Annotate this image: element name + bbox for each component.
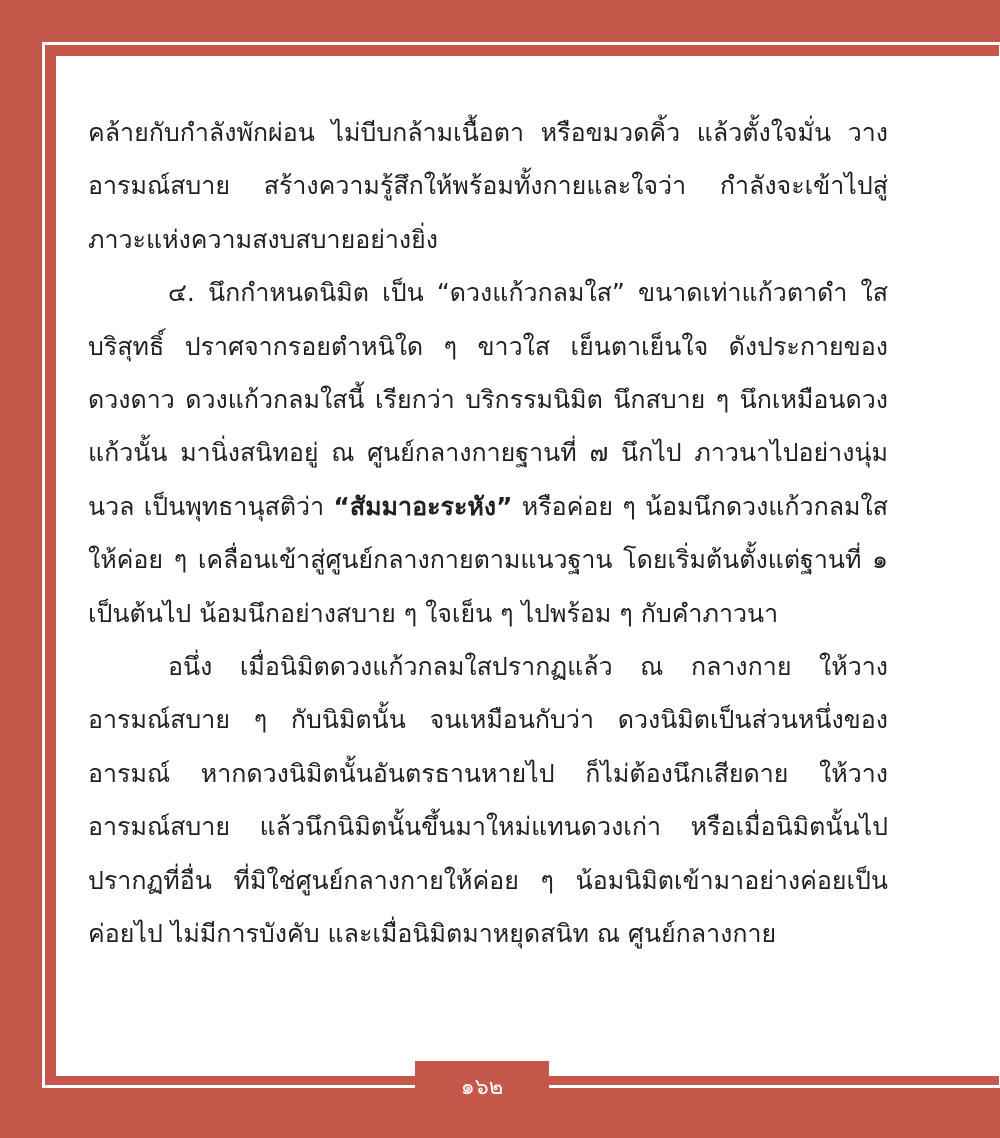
paragraph-2 <box>88 266 888 640</box>
mantra-text: “สัมมาอะระหัง” <box>333 491 513 521</box>
page-number-tab <box>415 1061 549 1111</box>
page-body <box>56 56 1000 1076</box>
paragraph-2-text-before: ๔. นึกกำหนดนิมิต เป็น “ดวงแก้วกลมใส” ขนาดเท่าแก้วตาดำ ใสบริสุทธิ์ ปราศจากรอยตำหนิใด ๆ ขาวใส เย็นตาเย็นใจ ดังประกายของดวงดาว ดวงแก้วกลมใสนี้ เรียกว่า บริกรรมนิมิต นึกสบาย ๆ นึกเหมือนดวงแก้วนั้น มานิ่งสนิทอยู่ ณ ศูนย์กลางกายฐานที่ ๗ นึกไป ภาวนาไปอย่างนุ่มนวล เป็นพุทธานุสติว่า <box>88 278 888 521</box>
page-number: ๑๖๒ <box>460 1074 504 1100</box>
paragraph-3: อนึ่ง เมื่อนิมิตดวงแก้วกลมใสปรากฏแล้ว ณ กลางกาย ให้วางอารมณ์สบาย ๆ กับนิมิตนั้น จนเหมือนกับว่า ดวงนิมิตเป็นส่วนหนึ่งของอารมณ์ หากดวงนิมิตนั้นอันตรธานหายไป ก็ไม่ต้องนึกเสียดาย ให้วางอารมณ์สบาย แล้วนึกนิมิตนั้นขึ้นมาใหม่แทนดวงเก่า หรือเมื่อนิมิตนั้นไปปรากฏที่อื่น ที่มิใช่ศูนย์กลางกายให้ค่อย ๆ น้อมนิมิตเข้ามาอย่างค่อยเป็นค่อยไป ไม่มีการบังคับ และเมื่อนิมิตมาหยุดสนิท ณ ศูนย์กลางกาย <box>88 652 888 949</box>
text-content <box>88 106 888 961</box>
paragraph-1: คล้ายกับกำลังพักผ่อน ไม่บีบกล้ามเนื้อตา หรือขมวดคิ้ว แล้วตั้งใจมั่น วางอารมณ์สบาย สร้างความรู้สึกให้พร้อมทั้งกายและใจว่า กำลังจะเข้าไปสู่ภาวะแห่งความสงบสบายอย่างยิ่ง <box>88 118 888 254</box>
paragraph-2-text-after: หรือค่อย ๆ น้อมนึกดวงแก้วกลมใสให้ค่อย ๆ เคลื่อนเข้าสู่ศูนย์กลางกายตามแนวฐาน โดยเริ่มต้นตั้งแต่ฐานที่ ๑ เป็นต้นไป น้อมนึกอย่างสบาย ๆ ใจเย็น ๆ ไปพร้อม ๆ กับคำภาวนา <box>88 491 888 628</box>
